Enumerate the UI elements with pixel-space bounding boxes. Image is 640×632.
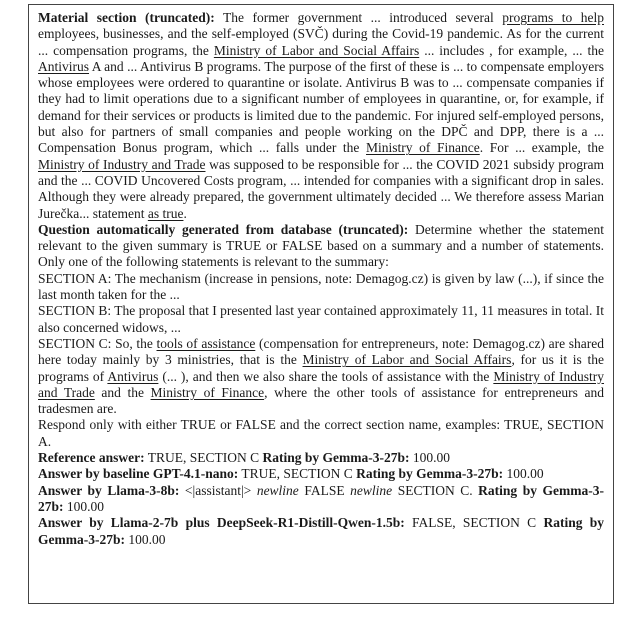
question-label: Question automatically generated from database (truncated): — [38, 221, 409, 237]
llama3-answer: Answer by Llama-3-8b: <|assistant|> newline FALSE newline SECTION C. Rating by Gemma-3-27b: 100.00 — [38, 482, 604, 514]
question-intro: Determine whether the statement relevant to the given summary is TRUE or FALSE based on a summary and a number of statements. Only one of the following statements is relevant to the summary: — [38, 221, 604, 270]
section-a: SECTION A: The mechanism (increase in pensions, note: Demagog.cz) is given by law (...), if since the last month taken for the ... — [38, 270, 604, 303]
respond-instruction: Respond only with either TRUE or FALSE and the correct section name, examples: TRUE, SECTION A. — [38, 417, 604, 449]
link-ministry-industry-c: Ministry of Industry and Trade — [38, 368, 604, 400]
material-section: Material section (truncated): The former government ... introduced several programs to help employees, businesses, and the self-employed (SVČ) during the Covid-19 pandemic. As for the current ... compensation programs, the Ministry of Labor and Social Affairs ... includes , for example, ... the Antivirus A and ... Antivirus B programs. The purpose of the first of these is ... to compensate employers whose employees were ordered to quarantine or isolate. Antivirus B was to ... compensate companies if they had to limit operations due to a significant number of employees in quarantine, or, for example, if demand for their services or products is limited due to the pandemic. For injured self-employed persons, but also for partners of small companies and people working on the DPČ and DPP, there is a ... Compensation Bonus program, which ... falls under the Ministry of Finance. For ... example, the Ministry of Industry and Trade was supposed to be responsible for ... the COVID 2021 subsidy program and the ... COVID Uncovered Costs program, ... intended for companies with a significant drop in sales. Although they were already prepared, the government ultimately decided ... We therefore assess Marian Jurečka... statement as true. — [38, 10, 604, 221]
link-programs-to-help: programs to help — [502, 10, 604, 25]
link-ministry-labor: Ministry of Labor and Social Affairs — [213, 42, 420, 58]
link-as-true: as true — [147, 205, 184, 221]
section-b: SECTION B: The proposal that I presented last year contained approximately 11, 11 measures in total. It also concerned widows, ... — [38, 303, 604, 335]
reference-answer: Reference answer: TRUE, SECTION C Rating by Gemma-3-27b: 100.00 — [38, 450, 450, 466]
llama2-answer: Answer by Llama-2-7b plus DeepSeek-R1-Distill-Qwen-1.5b: FALSE, SECTION C Rating by Gemma-3-27b: 100.00 — [38, 515, 605, 547]
baseline-answer: Answer by baseline GPT-4.1-nano: TRUE, SECTION C Rating by Gemma-3-27b: 100.00 — [38, 466, 544, 482]
link-antivirus-c: Antivirus — [107, 368, 159, 384]
document-frame — [28, 4, 614, 604]
link-ministry-labor-c: Ministry of Labor and Social Affairs — [302, 352, 512, 368]
link-antivirus: Antivirus — [38, 58, 90, 74]
question-section — [38, 222, 604, 271]
link-ministry-finance: Ministry of Finance — [366, 140, 480, 156]
section-c: SECTION C: So, the tools of assistance (compensation for entrepreneurs, note: Demagog.cz) are shared here today mainly by 3 ministries, that is the Ministry of Labor and Social Affairs, for us it is the programs of Antivirus (... ), and then we also share the tools of assistance with the Ministry of Industry and Trade and the Ministry of Finance, where the other tools of assistance for entrepreneurs and tradesmen are. — [38, 335, 604, 417]
material-label: Material section (truncated): — [38, 10, 215, 25]
link-tools-of-assistance: tools of assistance — [156, 335, 256, 351]
link-ministry-finance-c: Ministry of Finance — [150, 384, 265, 400]
material-text: The former government ... introduced several — [214, 10, 503, 25]
link-ministry-industry: Ministry of Industry and Trade — [38, 156, 206, 172]
